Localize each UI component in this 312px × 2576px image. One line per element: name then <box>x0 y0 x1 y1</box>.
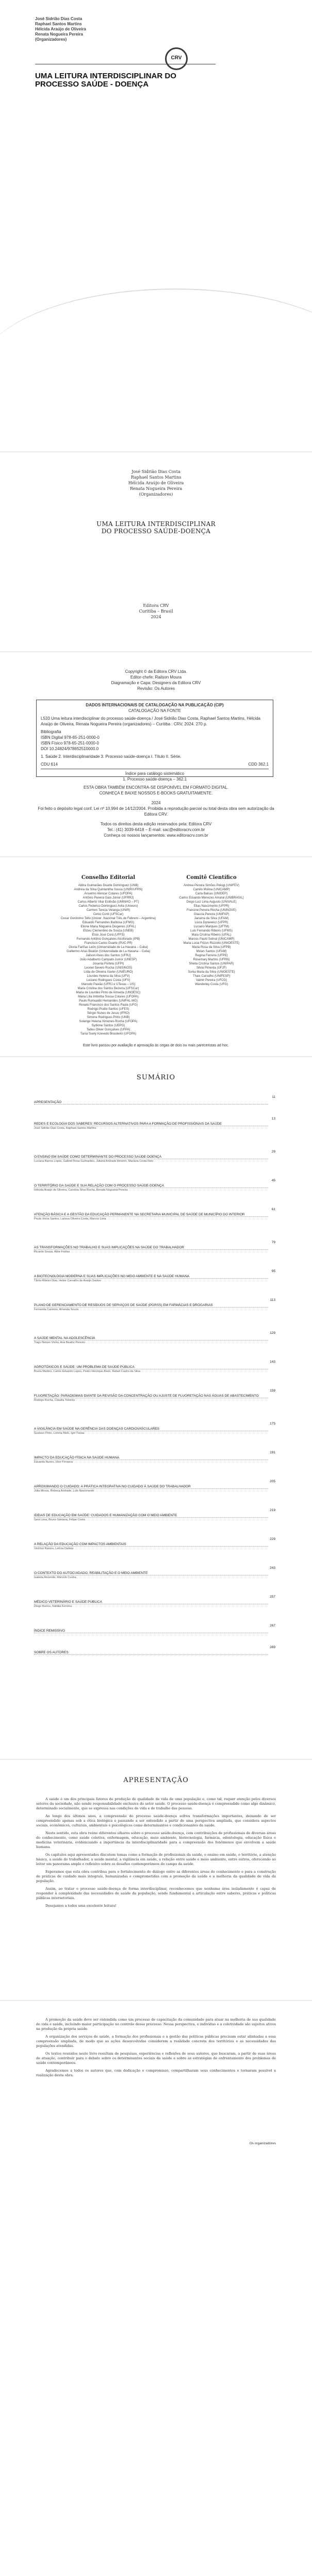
summary-entry-page: 13 <box>271 1117 275 1121</box>
page-divider <box>0 1056 312 1057</box>
publisher-city: Curitiba – Brasil <box>139 609 173 614</box>
isbn-physical: ISBN Físico 978-65-251-0000-0 <box>41 741 99 745</box>
catalog-heading: DADOS INTERNACIONAIS DE CATALOGAÇÃO NA PUBLICAÇÃO (CIP) <box>86 703 224 707</box>
summary-entry-page: 79 <box>271 1241 275 1244</box>
editorial-council-member: Gloria Fariñas León (Universidade de La Havana – Cuba) <box>69 946 148 949</box>
copyright-line: Editor-chefe: Railson Moura <box>130 675 182 680</box>
title-page-title <box>0 520 312 535</box>
summary-entry-title: REDES E ECOLOGIA DOS SABERES: RECURSOS ALTERNATIVOS PARA A FORMAÇÃO DE PROFISSIONAIS DA SAÚDE <box>34 1122 223 1126</box>
summary-dot-leader <box>34 1278 268 1279</box>
summary-entry-page: 45 <box>271 1179 275 1182</box>
summary-entry-page: 29 <box>271 1150 275 1154</box>
summary-page <box>0 1058 312 1757</box>
summary-entry-authors: José Sidrião Dias Costa, Raphael Santos Martins <box>34 1127 96 1130</box>
copyright-notices <box>31 785 281 838</box>
editorial-council-member: Tania Suely Azevedo Brasileiro (UFOPA) <box>80 1032 137 1036</box>
cover-author: Hélcida Araújo de Oliveira <box>35 27 86 31</box>
summary-entry-title: A BIOTECNOLOGIA MODERNA E SUAS IMPLICAÇÕES NO MEIO AMBIENTE E NA SAÚDE HUMANA <box>34 1275 191 1278</box>
editorial-council-member: Elione Maria Nogueira Diogenes (UFAL) <box>80 925 136 928</box>
catalog-card <box>36 700 273 782</box>
editorial-council-member: Celso Conti (UFSCar) <box>93 913 124 916</box>
presentation-signature: Os organizadores <box>249 2142 276 2145</box>
cover-title: UMA LEITURA INTERDISCIPLINAR DO PROCESSO SAÚDE - DOENÇA <box>35 72 176 89</box>
editorial-council-member: Renato Francisco dos Santos Paula (UFG) <box>78 1004 138 1007</box>
summary-entry-title: MÉDICO VETERINÁRIO E SAÚDE PÚBLICA <box>34 1600 104 1604</box>
scientific-committee-member: Andrea Pereira Simões Pelogi (UNIFEV) <box>183 884 240 887</box>
summary-entry[interactable] <box>34 1150 275 1163</box>
summary-entry-title: PLANO DE GERENCIAMENTO DE RESÍDUOS DE SERVIÇOS DE SAÚDE (PGRSS) EM FARMÁCIAS E DROGARIAS <box>34 1303 215 1307</box>
presentation-paragraph: A organização dos serviços de saúde, a formação dos profissionais e a gestão das políticas públicas precisam estar alinhadas a essa compreensão ampliada, de modo que as ações desenvolvidas considerem a realidade concreta dos territórios e as necessidades das populações atendidas. <box>36 2035 276 2048</box>
summary-entry[interactable] <box>34 1646 275 1655</box>
editorial-council-member: Elizeu Clementino de Souza (UNEB) <box>83 929 134 933</box>
summary-entry-page: 205 <box>270 1480 275 1483</box>
title-page <box>0 453 312 649</box>
editorial-council-member: Anselmo Alencar Colares (UFOPA) <box>84 892 133 895</box>
publication-year: 2024 <box>151 615 161 619</box>
presentation-paragraph: Esperamos que esta obra contribua para o fortalecimento do diálogo entre as diferentes áreas do conhecimento e para a construção de práticas de cuidado mais integrais, humanizadas e comprometidas com a promoção da saúde e a melhoria da qualidade de vida da população. <box>36 1870 276 1883</box>
scientific-committee-member: Francine Pereira Rocha (UNINOVE) <box>186 909 237 912</box>
title-line: UMA LEITURA INTERDISCIPLINAR <box>96 520 216 528</box>
cover-authors <box>35 16 118 42</box>
summary-entry-title: AGROTÓXICOS E SAÚDE: UM PROBLEMA DE SAÚDE PÚBLICA <box>34 1365 136 1369</box>
summary-entry-page: 269 <box>270 1646 275 1649</box>
copyright-line: Diagramação e Capa: Designers da Editora CRV <box>111 681 201 685</box>
summary-entry-title: AS TRANSFORMAÇÕES NO TRABALHO E SUAS IMPLICAÇÕES NA SAÚDE DO TRABALHADOR <box>34 1246 186 1249</box>
summary-entry-authors: Júlia Moura, Rebeca Andrade, Luís Nascimento <box>34 1489 94 1493</box>
summary-dot-leader <box>34 1340 268 1341</box>
scientific-committee-member: Maria Rosa da Silva (UFPB) <box>192 946 231 949</box>
summary-entry-page: 11 <box>272 1095 275 1099</box>
scientific-committee-member: Elias Nascimento (UFPR) <box>193 905 229 908</box>
summary-entry-authors: Sara Lima, Bruno Santana, Felipe Costa <box>34 1518 85 1521</box>
summary-entry[interactable] <box>34 1179 275 1192</box>
editorial-council-member: Maria de Lourdes Pinto de Almeida (UNOESC) <box>76 991 141 994</box>
editorial-council-member: Rodrigo Pratte-Santos (UFES) <box>87 1008 129 1011</box>
editorial-council-member: Sydione Santos (UEPG) <box>91 1024 125 1027</box>
scientific-committee-member: Regina Ferreira (UFPE) <box>195 954 228 957</box>
summary-entry-page: 191 <box>270 1451 275 1454</box>
summary-entry-authors: Diego Barros, Natália Ferreira <box>34 1605 72 1608</box>
editorial-council-member: Cesar Gerónimo Tello (Univer .Nacional Três de Febrero – Argentina) <box>61 917 156 920</box>
cover-author: Raphael Santos Martins <box>35 22 82 26</box>
copyright-line: Copyright © da Editora CRV Ltda. <box>125 669 187 674</box>
summary-entry-authors: Bruna Martins, Carlos Eduardo Lopes, Pedro Henrique Alves, Rafael Castro da Silva <box>34 1370 141 1373</box>
editorial-council-member: Sérgio Nunes de Jesus (IFRO) <box>87 1012 130 1015</box>
summary-dot-leader <box>34 1654 268 1655</box>
presentation-continued-page <box>0 2002 312 2172</box>
isbn-digital: ISBN Digital 978-65-251-0000-0 <box>41 735 100 740</box>
summary-dot-leader <box>34 1517 268 1518</box>
presentation-paragraph: Os textos reunidos neste livro resultam de pesquisas, experiências e reflexões de seus autores, que buscaram, a partir de suas áreas de atuação, contribuir para o debate sobre os determinantes sociais da saúde e sobre as estratégias de enfrentamento dos problemas de saúde contemporâneos. <box>36 2052 276 2065</box>
summary-entry[interactable] <box>34 1389 275 1402</box>
summary-entry-title: A RELAÇÃO DA EDUCAÇÃO COM IMPACTOS AMBIENTAIS <box>34 1543 127 1546</box>
summary-entry-page: 143 <box>270 1360 275 1364</box>
scientific-committee-member: Valmir Pereira (UFCG) <box>195 979 227 982</box>
title-page-imprint <box>0 603 312 620</box>
summary-dot-leader <box>34 1307 268 1308</box>
scientific-committee-member: Sonia Maria da Silva (UNIOESTE) <box>188 971 235 974</box>
page-divider <box>0 2000 312 2001</box>
doi: DOI 10.24824/978652510000.0 <box>41 747 99 751</box>
summary-entry[interactable] <box>34 1360 275 1374</box>
scientific-committee-member: Sheila Cristina Santos (UNIPAR) <box>189 962 234 965</box>
summary-entry-title: APROXIMANDO O CUIDADO: A PRÁTICA INTEGRATIVA NO CUIDADO À SAÚDE DO TRABALHADOR <box>34 1485 192 1488</box>
editorial-council-member: Maria Lília Imbiriba Sousa Colares (UFOPA) <box>78 995 139 998</box>
editorial-council-member: Josania Portela (UFPI) <box>92 962 124 965</box>
presentation-paragraph: Os capítulos aqui apresentados discutem temas como a formação de profissionais da saúde, o ensino em saúde, o território, a atenção básica, a saúde do trabalhador, a saúde mental, a vigilância em saúde, a relação entre saúde e meio ambiente, entre outros, oferecendo ao leitor um panorama amplo e reflexivo sobre os desafios contemporâneos do campo da saúde. <box>36 1853 276 1866</box>
scientific-committee-member: Mara Cristina Ribeiro (UFAL) <box>191 934 232 937</box>
presentation-paragraph: Neste sentido, esta obra reúne diferentes olhares sobre o processo saúde-doença, com contribuições de profissionais de diversas áreas do conhecimento, como saúde coletiva, enfermagem, educação, meio ambiente, biotecnologia, farmácia, odontologia, educação física e medicina veterinária, evidenciando a importância da interdisciplinaridade para a compreensão dos fenômenos que envolvem a saúde humana. <box>36 1831 276 1849</box>
editorial-council-member: Solange Helena Ximenes-Rocha (UFOPA) <box>79 1020 138 1023</box>
editorial-council-member: Carlos Alberto Vilar Estêvão (UMINHO – PT) <box>77 901 139 904</box>
ebooks-notice: CONHEÇA E BAIXE NOSSOS E-BOOKS GRATUITAMENTE. <box>99 791 213 795</box>
page-divider <box>0 651 312 652</box>
cdu-code: CDU 614 <box>41 762 58 767</box>
summary-dot-leader <box>34 1249 268 1250</box>
summary-entry-page: 95 <box>271 1269 275 1273</box>
summary-entry-page: 229 <box>270 1537 275 1541</box>
summary-entry-title: IDEIAS DE EDUCAÇÃO EM SAÚDE: CUIDADOS E HUMANIZAÇÃO COM O MEIO AMBIENTE <box>34 1514 178 1517</box>
editorial-council-member: Carlos Federico Dominguez Avila (Unieuro) <box>78 905 138 908</box>
presentation-paragraph: Desejamos a todos uma excelente leitura! <box>45 1904 117 1908</box>
summary-entry-page: 219 <box>270 1509 275 1512</box>
summary-dot-leader <box>34 1104 268 1105</box>
cover-author: Renata Nogueira Pereira <box>35 32 83 37</box>
summary-entry-page: 257 <box>270 1595 275 1599</box>
contact-line: Tel.: (41) 3039-6418 – E-mail: sac@editoracrv.com.br <box>107 827 205 832</box>
editorial-council-member: Jailson Alves dos Santos (UFRJ) <box>86 954 131 957</box>
title-page-author: José Sidrião Dias Costa <box>132 469 180 474</box>
scientific-committee-member: Diogo Luiz Lima Augusto (UNIVALE) <box>186 901 237 904</box>
summary-entry-authors: Luciana Barros Lopes, Gabriel Rosa Guimarães, Juliana Andrade Amorim, Mariana Costa Reis <box>34 1160 154 1163</box>
scientific-committee-member: Janaína da Silva (UFAM) <box>194 917 229 920</box>
editorial-council-member: Aldira Guimarães Duarte Domínguez (UNB) <box>78 884 139 887</box>
editorial-council-member: Andréia da Silva Quintanilha Sousa (UNIR/UFRN) <box>74 888 143 891</box>
page-divider <box>0 856 312 857</box>
rights-year: 2024 <box>151 801 161 805</box>
summary-entry-authors: Rodrigo Rocha, Cláudia Teixeira <box>34 1399 75 1402</box>
scientific-committee-member: Carlos Eduardo Menezes Amaral (UNIBRASIL) <box>179 896 244 900</box>
catalog-text: L533 Uma leitura interdisciplinar do processo saúde-doença / José Sidrião Dias Costa, Raphael Santos Martins, Hélcida Araújo de Oliveira, Renata Nogueira Pereira (organizadores) – Curitiba : CRV, 2024. 270 p. <box>41 716 260 726</box>
publisher-logo <box>165 47 188 70</box>
scientific-committee-member: Rosemary Martins (UFRN) <box>193 958 230 961</box>
summary-entry-page: 159 <box>270 1389 275 1393</box>
catalog-subheading: CATALOGAÇÃO NA FONTE <box>128 708 181 713</box>
editorial-council-member: Antônio Pereira Gaio Júnior (UFRRJ) <box>83 896 134 900</box>
summary-entry[interactable] <box>34 1595 275 1608</box>
summary-entry[interactable] <box>34 1117 275 1130</box>
summary-entry[interactable] <box>34 1208 275 1221</box>
editorial-council-member: Leonel Severo Rocha (UNISINOS) <box>84 967 133 970</box>
summary-entry[interactable] <box>34 1298 275 1312</box>
cover-decorative-curve <box>0 289 312 453</box>
catalog-bibliography: Bibliografia <box>41 730 61 734</box>
summary-entry-page: 243 <box>270 1566 275 1570</box>
summary-entry-title: APRESENTAÇÃO <box>34 1100 63 1104</box>
summary-entry[interactable] <box>34 1331 275 1345</box>
summary-entry[interactable] <box>34 1537 275 1551</box>
presentation-body <box>36 1797 276 1911</box>
index-item: 1. Processo saúde-doença – 362.1 <box>122 777 187 782</box>
summary-entry-title: A VIGILÂNCIA EM SAÚDE NA GERÊNCIA DAS DOENÇAS CARDIOVASCULARES <box>34 1427 161 1431</box>
editorial-council-member: Paulo Romualdo Hernandes (UNIFAL-MG) <box>79 999 138 1003</box>
scientific-committee-member: Luis Fernando Ribeiro (UFMS) <box>190 929 233 933</box>
editorial-council <box>57 875 160 1036</box>
summary-entry-authors: Eduarda Nunes, Vitor Fonseca <box>34 1461 73 1464</box>
summary-entry-title: A SAÚDE MENTAL NA ADOLESCÊNCIA <box>34 1336 96 1340</box>
editorial-council-member: Lourdes Helena da Silva (UFV) <box>87 975 130 978</box>
summary-entry[interactable] <box>34 1451 275 1464</box>
summary-entry[interactable] <box>34 1095 275 1105</box>
scientific-committee <box>165 875 258 987</box>
peer-review-note: Este livro passou por avaliação e aprovação às cegas de dois ou mais pareceristas ad hoc. <box>83 1044 229 1047</box>
editorial-council-heading: Conselho Editorial <box>81 875 136 880</box>
summary-entry[interactable] <box>34 1624 275 1634</box>
summary-dot-leader <box>34 1546 268 1547</box>
summary-dot-leader <box>34 1488 268 1489</box>
index-heading: Índice para catálogo sistemático <box>125 771 185 776</box>
book-cover <box>0 0 312 448</box>
summary-entry[interactable] <box>34 1269 275 1283</box>
rights-text: Foi feito o depósito legal conf. Lei nº 10.994 de 14/12/2004. Proibida a reprodução parcial ou total desta obra sem autorização da Editora CRV. <box>38 806 274 817</box>
scientific-committee-list <box>165 884 258 987</box>
digital-notice: ESTA OBRA TAMBÉM ENCONTRA-SE DISPONÍVEL EM FORMATO DIGITAL. <box>83 785 229 790</box>
scientific-committee-member: Silvia Pimenta (UFJF) <box>196 967 227 970</box>
summary-entry-authors: Isabela Rezende, Marcelo Cunha <box>34 1576 76 1579</box>
summary-entry-page: 175 <box>270 1422 275 1426</box>
catalog-subjects: 1. Saúde 2. Interdisciplinaridade 3. Processo saúde-doença I. Título II. Série. <box>41 754 182 759</box>
title-page-author: Renata Nogueira Pereira <box>129 486 183 491</box>
editorial-council-member: Fernando Antônio Gonçalves Alcoforado (IPB) <box>76 938 140 941</box>
summary-entry-authors: Gustavo Pinto, Lorena Melo, Igor Farias <box>34 1432 85 1435</box>
summary-entry-page: 61 <box>271 1208 275 1211</box>
cover-author: José Sidrião Dias Costa <box>35 16 83 21</box>
editorial-council-member: Guillermo Arias Beatón (Universidade de La Havana – Cuba) <box>66 950 151 953</box>
scientific-committee-member: Glaucia Pereira (UNIFAP) <box>193 913 229 916</box>
editorial-council-member: Maria Cristina dos Santos Bezerra (UFSCar) <box>77 987 139 990</box>
title-page-author: Hélcida Araújo de Oliveira <box>128 481 184 485</box>
title-page-authors <box>0 469 312 497</box>
scientific-committee-member: Marcos Paulo Sobral (UNICAMP) <box>188 938 235 941</box>
page-divider <box>0 1759 312 1760</box>
summary-entry-page: 113 <box>270 1298 275 1302</box>
classification-row <box>41 761 269 767</box>
contact-line: Conheça os nossos lançamentos: www.editoracrv.com.br <box>104 833 208 838</box>
copyright-credits <box>0 669 312 691</box>
scientific-committee-member: Luciano Marques (UFTM) <box>193 925 229 928</box>
scientific-committee-member: Maria Lúcia Frizon Rizzotto (UNIOESTE) <box>183 942 240 945</box>
summary-entry[interactable] <box>34 1480 275 1493</box>
summary-entry[interactable] <box>34 1509 275 1522</box>
presentation-page <box>0 1761 312 1998</box>
summary-entry-page: 267 <box>270 1624 275 1628</box>
scientific-committee-member: Wanderley Costa (UFG) <box>194 983 228 986</box>
presentation-paragraph: Ao longo dos últimos anos, a compreensão do processo saúde-doença sofreu transformações importantes, deixando de ser compreendido apenas sob a ótica biológica e passando a ser entendido a partir de uma perspectiva ampliada, que considera aspectos sociais, econômicos, culturais, ambientais e psicológicos como determinantes e condicionantes da saúde. <box>36 1814 276 1827</box>
summary-entry-authors: Ricardo Sousa, Aline Freitas <box>34 1250 70 1253</box>
editorial-council-page <box>0 858 312 1054</box>
summary-entry-authors: Fernanda Cardoso, Amanda Souza <box>34 1308 79 1311</box>
summary-entry-page: 129 <box>270 1331 275 1335</box>
summary-entry-title: ATENÇÃO BÁSICA E A GESTÃO DA EDUCAÇÃO PERMANENTE NA SECRETARIA MUNICIPAL DE SAÚDE DE MUNICÍPIO DO INTERIOR <box>34 1213 247 1216</box>
editorial-council-list <box>57 884 160 1036</box>
editorial-council-member: Élsio José Corá (UFFS) <box>92 934 125 937</box>
editorial-council-member: Simone Rodrigues Pinto (UNB) <box>87 1016 130 1019</box>
scientific-committee-member: Carla Balsas (UNIDEP) <box>195 892 228 895</box>
presentation-paragraph: Assim, ao tratar o processo saúde-doença de forma interdisciplinar, reconhecemos que nenhuma área isoladamente é capaz de responder à complexidade das necessidades de saúde da população, sendo fundamental a articulação entre saberes, práticas e políticas públicas intersetoriais. <box>36 1887 276 1900</box>
presentation-paragraph: Agradecemos a todos os autores que, com dedicação e compromisso, compartilharam seus conhecimentos e tornaram possível a realização desta obra. <box>36 2069 276 2077</box>
summary-entry-authors: Tiago Nelson Vieira, Ana Beatriz Peixoto <box>34 1341 85 1344</box>
title-page-author: (Organizadores) <box>139 492 173 497</box>
copyright-line: Revisão: Os Autores <box>137 686 175 691</box>
summary-entry[interactable] <box>34 1422 275 1435</box>
summary-entry-title: SOBRE OS AUTORES <box>34 1651 70 1654</box>
title-page-author: Raphael Santos Martins <box>130 475 182 480</box>
presentation-continued-body <box>36 2018 276 2081</box>
title-line: DO PROCESSO SAÚDE-DOENÇA <box>101 528 211 535</box>
scientific-committee-member: Mirian Santos (UFAM) <box>196 950 227 953</box>
summary-entry-authors: Hélcida Araújo de Oliveira, Carolina Silva Rocha, Renata Nogueira Pereira <box>34 1189 128 1192</box>
editorial-council-member: Lídia de Oliveira Xavier (UNIEURO) <box>84 971 133 974</box>
editorial-council-member: Marcelo Paixão (UFRJ e UTexas – US) <box>81 983 136 986</box>
scientific-committee-member: Camilo Molina (UNICAMP) <box>193 888 230 891</box>
presentation-paragraph: A promoção da saúde deve ser entendida como um processo de capacitação da comunidade para atuar na melhoria de sua qualidade de vida e saúde, incluindo maior participação no controle desse processo. Nessa perspectiva, o indivíduo e a coletividade são sujeitos ativos na produção da própria saúde. <box>36 2018 276 2031</box>
summary-heading: SUMÁRIO <box>136 1074 176 1081</box>
publisher-name: Editora CRV <box>143 603 169 608</box>
presentation-heading: APRESENTAÇÃO <box>123 1776 189 1784</box>
cdd-code: CDD 362.1 <box>248 762 269 767</box>
page-divider <box>0 451 312 452</box>
contact-line: Todos os direitos desta edição reservados pela: Editora CRV <box>100 822 212 826</box>
editorial-council-member: Tadeu Oliver Gonçalves (UFPA) <box>86 1028 130 1031</box>
editorial-council-member: João Adalberto Campato Junior (UNESP) <box>79 958 137 961</box>
editorial-council-member: Luciano Rodrigues Costa (UFV) <box>86 979 130 982</box>
scientific-committee-heading: Comitê Científico <box>186 875 237 880</box>
summary-entry-title: FLUORETAÇÃO: PARADIGMAS DIANTE DA REVISÃO DA CONCENTRAÇÃO OU AJUSTE DE FLUORETAÇÃO NAS ÁGUAS DE ABASTECIMENTO <box>34 1394 260 1398</box>
summary-entry-authors: Vinícius Ramos, Letícia Dantas <box>34 1547 74 1550</box>
presentation-paragraph: A saúde é um dos principais fatores de produção de qualidade de vida de uma população e, como tal, requer atenção pelos diversos setores da sociedade, não sendo responsabilidade exclusiva do setor saúde. O processo saúde-doença é compreendido como algo dinâmico, determinado socialmente, que se expressa nas condições de vida e de trabalho das pessoas. <box>36 1797 276 1810</box>
summary-entry[interactable] <box>34 1566 275 1580</box>
summary-entry-title: ÍNDICE REMISSIVO <box>34 1629 67 1633</box>
editorial-council-member: Francisco Carlos Duarte (PUC-PR) <box>84 942 133 945</box>
summary-entry-title: O ENSINO EM SAÚDE COMO DETERMINANTE DO PROCESSO SAÚDE-DOENÇA <box>34 1155 163 1159</box>
summary-entry-title: O TERRITÓRIO DA SAÚDE E SUA RELAÇÃO COM O PROCESSO SAÚDE-DOENÇA <box>34 1184 166 1188</box>
summary-entry-title: IMPACTO DA EDUCAÇÃO FÍSICA NA SAÚDE HUMANA <box>34 1456 121 1460</box>
summary-entry-authors: Tânia Ribeiro Dias, Heitor Carvalho de Araújo Santos <box>34 1279 101 1282</box>
summary-entry[interactable] <box>34 1241 275 1254</box>
publisher-logo-text: CRV <box>171 55 182 61</box>
cover-author: (Organizadores) <box>35 37 67 42</box>
scientific-committee-member: Lúcia Dyniewicz (UFPR) <box>194 921 228 924</box>
copyright-page <box>0 653 312 854</box>
scientific-committee-member: Thais Carvalho (UNIFESP) <box>192 975 231 978</box>
summary-entry-authors: Paula Vieira Santos, Larissa Oliveira Costa, Marcos Lima <box>34 1217 106 1221</box>
summary-entry-title: O CONTEXTO DO AUTOCUIDADO, REABILITAÇÃO E O MEIO AMBIENTE <box>34 1571 149 1575</box>
editorial-council-member: Eduardo Fernandes Barbosa (UFMG) <box>82 921 135 924</box>
summary-dot-leader <box>34 1216 268 1217</box>
editorial-council-member: Carmen Tereza Velanga (UNIR) <box>86 909 130 912</box>
